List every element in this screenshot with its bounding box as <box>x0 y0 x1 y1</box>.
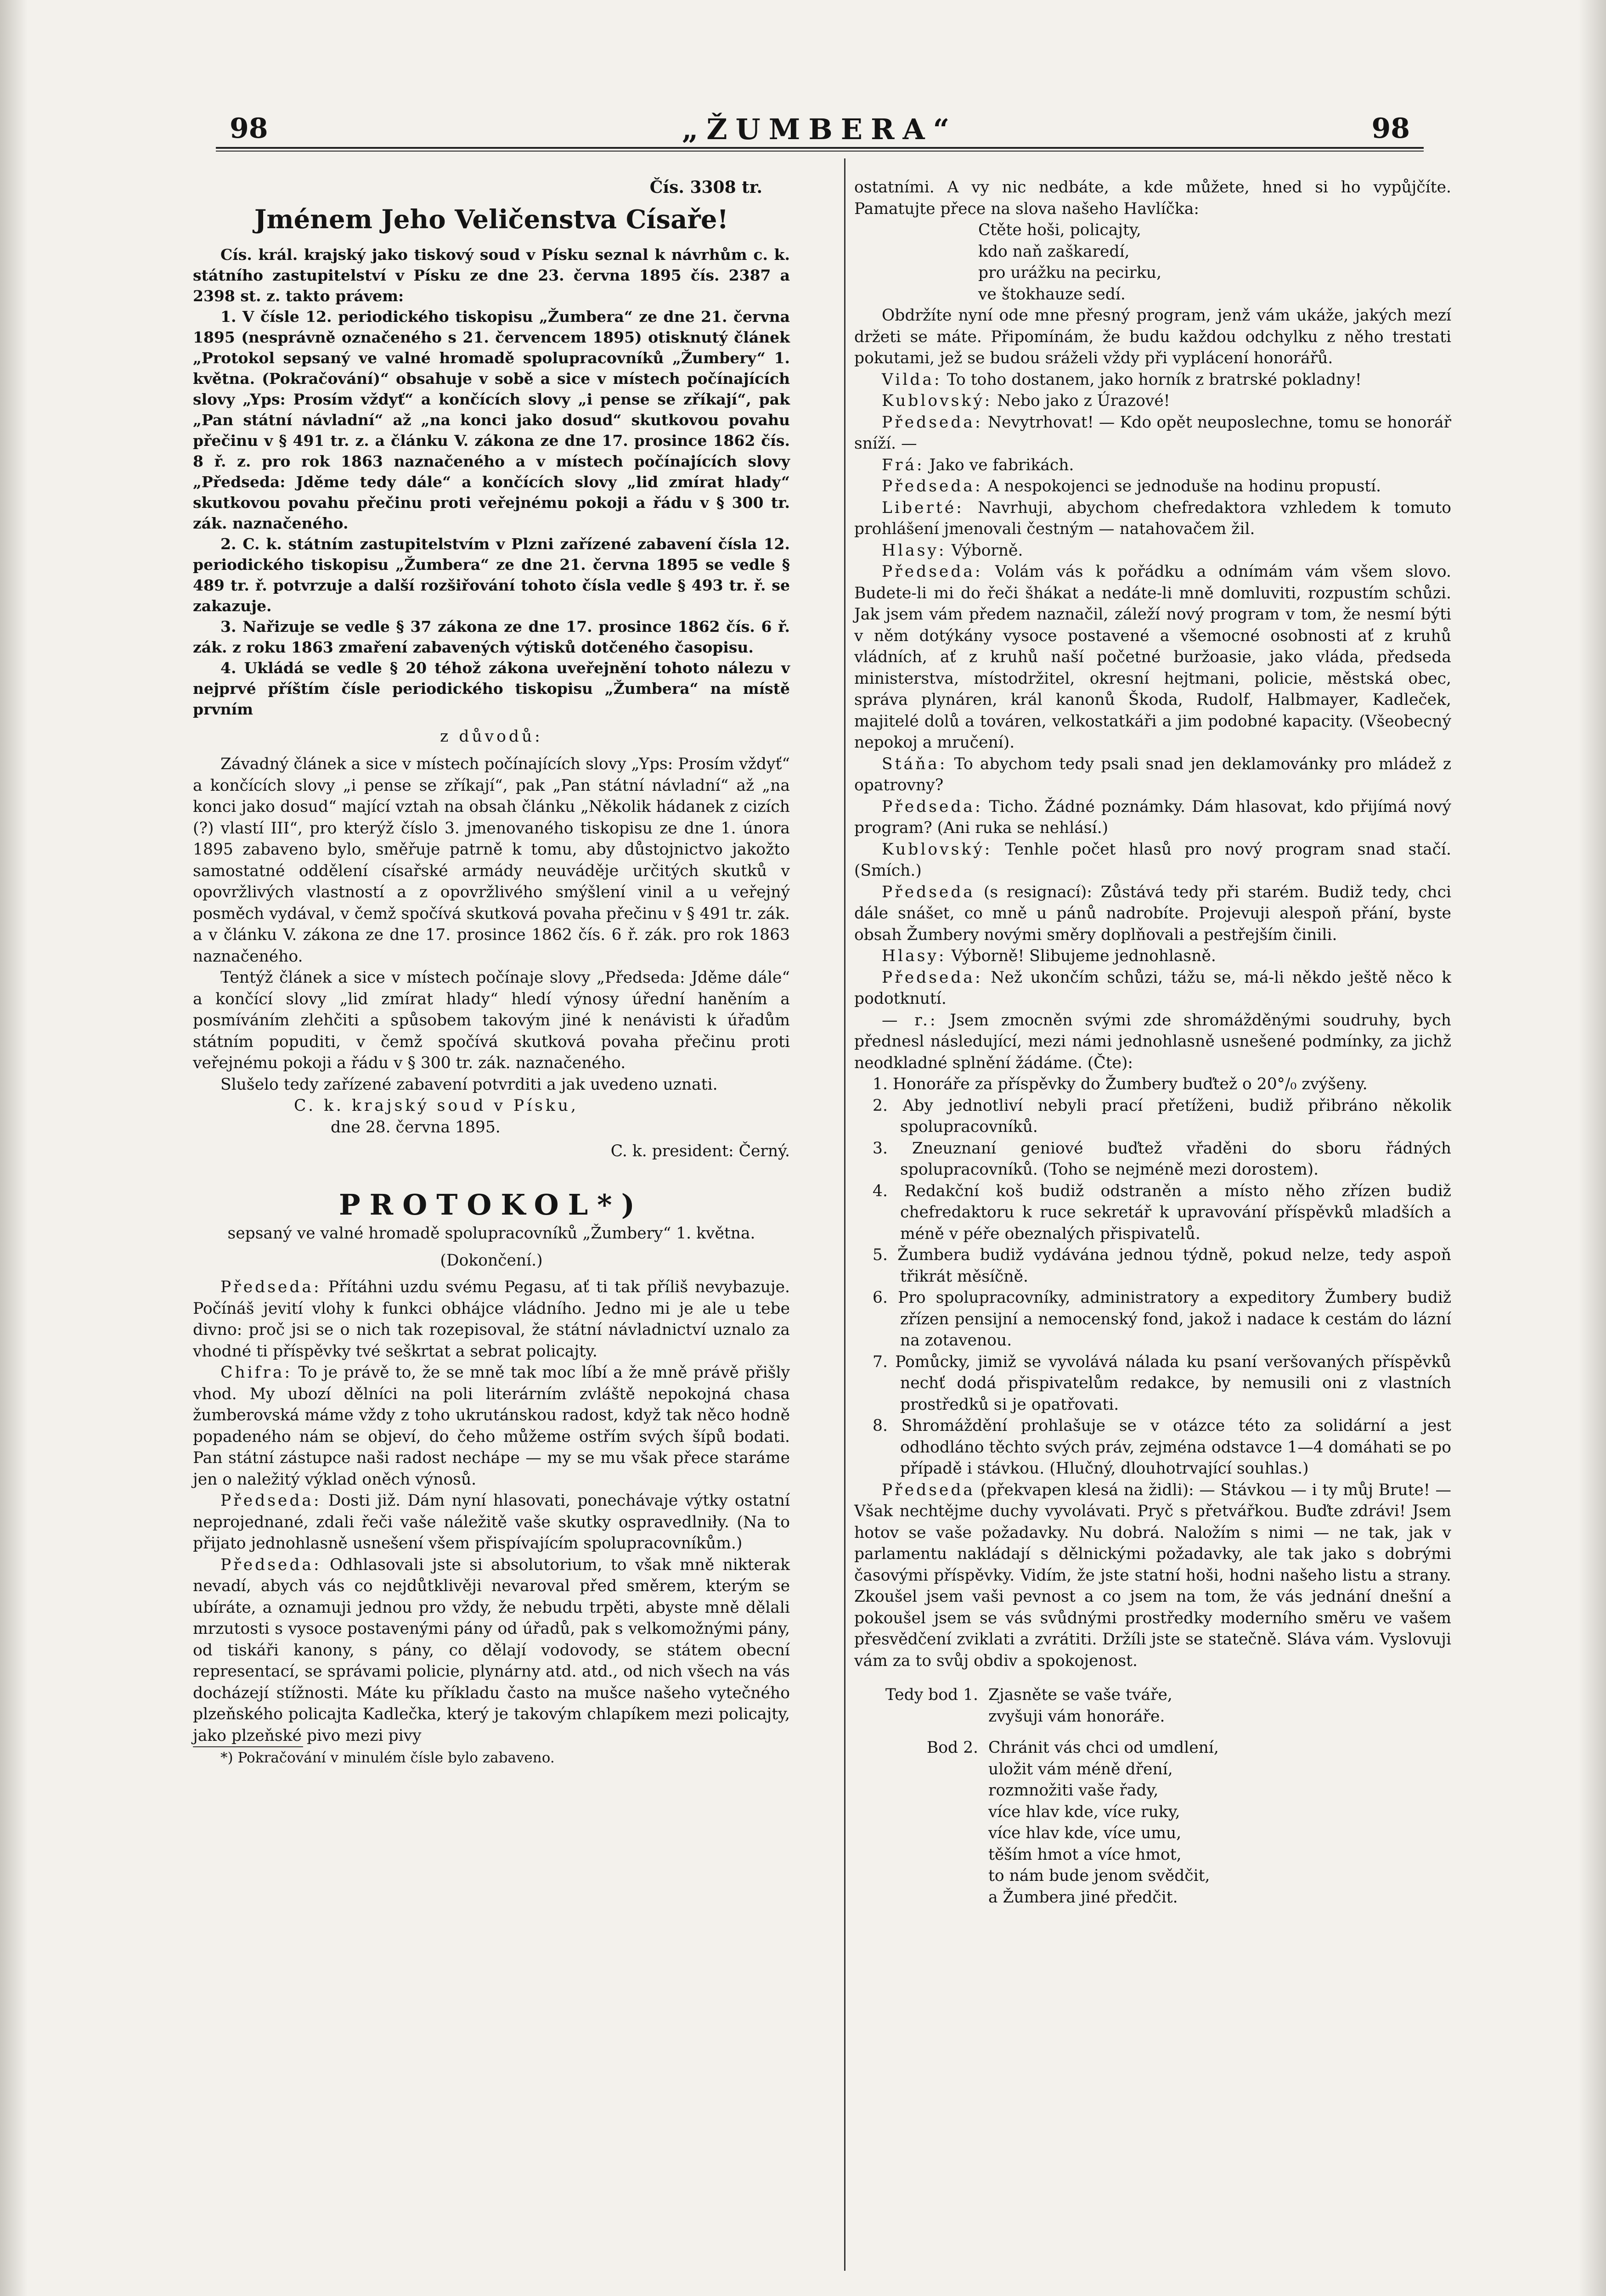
speech: Tenhle počet hlasů pro nový program snad stačí. (Smích.) <box>854 840 1451 880</box>
speaker: Předseda: <box>220 1555 321 1574</box>
speech: A nespokojenci se jednoduše na hodinu propustí. <box>982 477 1381 495</box>
dialogue-para <box>193 1554 790 1747</box>
list-item: 8. Shromáždění prohlašuje se v otázce této za solidární a jest odhodláno těchto svých práv, zejména odstavce 1—4 domáhati se po případě i stávkou. (Hlučný, dlouhotrvající souhlas.) <box>873 1417 1451 1478</box>
speech: (s resignací): Zůstává tedy při starém. Budiž tedy, chci dále snášet, co mně u pánů nadrobíte. Projevuji alespoň přání, byste obsah Žumbery novými směry doplňovali a pestřejším činili. <box>854 883 1451 944</box>
verse-line: více hlav kde, více umu, <box>988 1824 1182 1842</box>
column-separator <box>844 158 845 2271</box>
dialogue-para <box>854 754 1451 796</box>
verdict-text <box>193 244 790 720</box>
verdict-para: Cís. král. krajský jako tiskový soud v Písku seznal k návrhům c. k. státního zastupitelství v Písku ze dne 23. června 1895 čís. 2387 a 2398 st. z. takto právem: <box>193 245 790 305</box>
speech: Výborně! Slibujeme jednohlasně. <box>946 947 1216 965</box>
reasons-para: Závadný článek a sice v místech počínajících slovy „Yps: Prosím vždyť“ a končících slovy „i pense se zříkají“, pak „Pan státní návladní“ až „na konci jako dosud“ mající vztah na obsah článku „Několik hádanek z cizích (?) vlastí III“, pro kterýž číslo 3. jmenovaného tiskopisu ze dne 1. února 1895 zabaveno bylo, směřuje patrně k tomu, aby důstojnictvo jakožto samostatné oddělení císařské armády neuváděje určitých skutků v opovržlivých vlastností a z opovržlivého smýšlení vinil a u veřejný posměch vydával, v čemž spočívá skutková povaha přečinu v § 491 tr. zák. a v článku V. zákona ze dne 17. prosince 1862 čís. 6 ř. zák. pro rok 1863 naznačeného. <box>193 755 790 966</box>
speech: Ticho. Žádné poznámky. Dám hlasovat, kdo přijímá nový program? (Ani ruka se nehlásí.) <box>854 797 1451 837</box>
speech: Výborně. <box>946 541 1023 560</box>
page-edge-left <box>0 0 28 2296</box>
dialogue-para <box>854 390 1451 412</box>
reasons-heading: z důvodů: <box>440 727 543 746</box>
speech: To toho dostanem, jako horník z bratrské pokladny! <box>941 370 1362 389</box>
dialogue-para <box>854 561 1451 754</box>
list-item: 4. Redakční koš budiž odstraněn a místo něho zřízen budiž chefredaktoru k ruce sekretář k upravování příspěvků mladších a méně v péře obeznalých přispivatelů. <box>873 1182 1451 1243</box>
page-number-left: 98 <box>230 113 268 145</box>
speech: Než ukončím schůzi, tážu se, má-li někdo ještě něco k podotknutí. <box>854 968 1451 1008</box>
speaker: Předseda: <box>882 413 983 432</box>
speaker: Chifra: <box>220 1363 293 1382</box>
speech: Navrhuji, abychom chefredaktora vzhledem k tomuto prohlášení jmenovali čestným — natahovačem žil. <box>854 498 1451 538</box>
header-rule-thin <box>216 151 1424 152</box>
speech: Přítáhni uzdu svému Pegasu, ať ti tak příliš nevybazuje. Počínáš jevití vlohy k funkci obhájce vládního. Jedno mi je ale u tebe divno: proč jsi se o nich tak rozepisoval, že státní návladnictví uznalo za vhodné ti příspěvky tvé seškrtat a sebrat policajty. <box>193 1278 790 1361</box>
dialogue-para <box>854 882 1451 946</box>
verse-label: Bod 2. <box>926 1739 978 1757</box>
speaker: Předseda: <box>882 968 983 987</box>
continuation-para: ostatními. A vy nic nedbáte, a kde můžete, hned si ho vypůjčíte. Pamatujte přece na slova našeho Havlíčka: <box>854 178 1451 218</box>
speaker: Předseda: <box>220 1491 321 1510</box>
havlicek-verse <box>854 219 1451 305</box>
running-header <box>216 103 1424 145</box>
footnote: *) Pokračování v minulém čísle bylo zabaveno. <box>220 1750 555 1766</box>
speaker: Stáňa: <box>882 754 947 773</box>
speech: Jsem zmocněn svými zde shromážděnými soudruhy, bych přednesl následující, mezi námi jednohlasně usnešené podmínky, za jichž neodkladné splnění žádáme. (Čte): <box>854 1011 1451 1072</box>
verse-line: zvyšuji vám honoráře. <box>988 1707 1165 1726</box>
speaker: Liberté: <box>882 498 964 517</box>
verse-line: ve štokhauze sedí. <box>978 285 1126 304</box>
verse-lines <box>988 1684 1451 1727</box>
verse-line: Ctěte hoši, policajty, <box>978 221 1141 239</box>
verse-lines <box>988 1737 1451 1908</box>
dialogue-para <box>854 540 1451 562</box>
dialogue-para <box>193 1277 790 1362</box>
dialogue-para <box>854 497 1451 540</box>
header-rule <box>216 147 1424 149</box>
court-president: C. k. president: Černý. <box>610 1142 790 1160</box>
list-item: 1. Honoráře za příspěvky do Žumbery buďtež o 20°/₀ zvýšeny. <box>873 1075 1368 1093</box>
program-para: Obdržíte nyní ode mne přesný program, jenž vám ukáže, jakých mezí držeti se máte. Připomínám, že budu každou odchylku z něho trestati pokutami, jež se budou sráželi vždy při vyplácení honorářů. <box>854 306 1451 367</box>
speech: (překvapen klesá na židli): — Stávkou — i ty můj Brute! — Však nechtějme duchy vyvolávati. Pryč s přetvářkou. Buďte zdrávi! Jsem hotov se vaše požadavky. Nu dobrá. Naložím s nimi — ne tak, jak v parlamentu nakládají s dělnickými požadavky, ale tak jako s dobrými časovými příspěvky. Vidím, že jste statní hoši, hodni našeho listu a strany. Zkoušel jsem vaši pevnost a co jsem na tom, že vás jednání dnešní a pokoušel jsem se vás svůdnými prostředky moderního směru ve vašem přesvědčení zviklati a zvrátiti. Držíli jste se statečně. Sláva vám. Vyslovuji vám za to svůj obdiv a spokojenost. <box>854 1480 1451 1670</box>
reasons-para: Tentýž článek a sice v místech počínaje slovy „Předseda: Jděme dále“ a končící slovy „lid zmírat hlady“ hledí výnosy úřední haněním a posmíváním zlehčiti a spůsobem takovým jiné k nenávisti k úřadům státním popuditi, v čemž spočívá skutková povaha přečinu proti veřejnému pokoji a řádu v § 300 tr. zák. naznačeného. <box>193 968 790 1072</box>
right-column <box>854 177 1451 1908</box>
reasons-para: Slušelo tedy zařízené zabavení potvrditi a jak uvedeno uznati. <box>220 1075 718 1094</box>
journal-title: „ŽUMBERA“ <box>682 113 958 146</box>
verdict-para: 2. C. k. státním zastupitelstvím v Plzni zařízené zabavení čísla 12. periodického tiskopisu „Žumbera“ ze dne 21. června 1895 se vedle § 489 tr. ř. potvrzuje a další rozšiřování tohoto čísla vedle § 493 tr. ř. se zakazuje. <box>193 535 790 615</box>
dialogue-para <box>854 796 1451 839</box>
protokol-subtitle: sepsaný ve valné hromadě spolupracovníků „Žumbery“ 1. května. <box>227 1224 755 1243</box>
verdict-para: 3. Nařizuje se vedle § 37 zákona ze dne 17. prosince 1862 čís. 6 ř. zák. z roku 1863 zmaření zabavených výtisků dotčeného časopisu. <box>193 617 790 656</box>
speech: To abychom tedy psali snad jen deklamovánky pro mládež z opatrovny? <box>854 754 1451 794</box>
verse-line: těším hmot a více hmot, <box>988 1845 1182 1864</box>
verse-line: Zjasněte se vaše tváře, <box>988 1686 1172 1704</box>
speaker: Předseda <box>882 1480 975 1499</box>
verse-line: více hlav kde, více ruky, <box>988 1802 1180 1821</box>
verse-label: Tedy bod 1. <box>885 1686 978 1704</box>
verse-line: pro urážku na pecirku, <box>978 264 1162 282</box>
speech: Jako ve fabrikách. <box>924 456 1074 474</box>
list-item: 7. Pomůcky, jimiž se vyvolává nálada ku psaní veršovaných příspěvků nechť dodá přispivatelům redakce, by nemusili oni z vlastních prostředků si je opatřovati. <box>873 1352 1451 1414</box>
court-signature: C. k. krajský soud v Písku, <box>294 1097 579 1115</box>
dialogue-para <box>854 1010 1451 1074</box>
speaker: Předseda: <box>882 797 983 816</box>
list-item: 2. Aby jednotliví nebyli prací přetíženi, budiž přibráno několik spolupracovníků. <box>873 1096 1451 1136</box>
list-item: 3. Zneuznaní geniové buďtež vřaděni do sboru řádných spolupracovníků. (Toho se nejméně mezi dorostem). <box>873 1139 1451 1179</box>
speaker: Předseda <box>882 883 975 901</box>
court-date: dne 28. června 1895. <box>331 1118 501 1137</box>
speaker: — r.: <box>882 1011 938 1030</box>
speaker: Hlasy: <box>882 947 947 965</box>
protokol-title: PROTOKOL*) <box>339 1187 644 1221</box>
verdict-title: Jménem Jeho Veličenstva Císaře! <box>254 204 729 235</box>
page-number-right: 98 <box>1371 113 1410 145</box>
verse-line: to nám bude jenom svědčit, <box>988 1867 1210 1885</box>
dialogue-para <box>854 945 1451 967</box>
verdict-para: 1. V čísle 12. periodického tiskopisu „Žumbera“ ze dne 21. června 1895 (nesprávně označeného s 21. červencem 1895) otisknutý článek „Protokol sepsaný ve valné hromadě spolupracovníků „Žumbery“ 1. května. (Pokračování)“ obsahuje v sobě a sice v místech počínajících slovy „Yps: Prosím vždyť“ a končících slovy „i pense se zříkají“, pak „Pan státní návladní“ až „na konci jako dosud“ skutkovou povahu přečinu v § 491 tr. z. a článku V. zákona ze dne 17. prosince 1862 čís. 8 ř. z. pro rok 1863 naznačeného a v místech počínajících slovy „Předseda: Jděme tedy dále“ a končících slovy „lid zmírat hlady“ skutkovou povahu přečinu proti veřejnému pokoji a řádu v § 300 tr. zák. naznačeného. <box>193 307 790 532</box>
speaker: Frá: <box>882 456 924 474</box>
speaker: Předseda: <box>882 477 983 495</box>
demands-list <box>854 1074 1451 1480</box>
verse-line: rozmnožiti vaše řady, <box>988 1781 1159 1800</box>
speaker: Vilda: <box>882 370 942 389</box>
dialogue-para <box>854 839 1451 882</box>
verse-line: kdo naň zaškaredí, <box>978 242 1130 261</box>
dialogue-para <box>854 476 1451 497</box>
verse-line: Chránit vás chci od umdlení, <box>988 1739 1219 1757</box>
speaker: Kublovský: <box>882 392 992 410</box>
left-column <box>193 177 790 1769</box>
speech: Dosti již. Dám nyní hlasovati, ponechávaje výtky ostatní neprojednané, zdali řeči vaše náležitě vaše skutky ospravedlniły. (Na to přijato jednohlasně usnešení všem přispívajícím spolupracovníkům.) <box>193 1491 790 1553</box>
speaker: Předseda: <box>220 1278 321 1296</box>
speech: Volám vás k pořádku a odnímám vám všem slovo. Budete-li mi do řeči šhákat a nedáte-li mně domluviti, rozpustím schůzi. Jak jsem vám předem naznačil, záleží nový program v tom, že nesmí býti v něm dotýkány vysoce postavené a všemocné osobnosti ať z kruhů vládních, ať z kruhů naší početné buržoasie, jako vláda, předseda ministerstva, místodržitel, okresní hejtmani, policie, městská obec, správa plynáren, král kanonů Škoda, Rudolf, Halbmayer, Kadleček, majitelé dolů a továren, velkostatkáři a jim podobné kapacity. (Všeobecný nepokoj a mručení). <box>854 563 1451 752</box>
page-edge-right <box>1578 0 1606 2296</box>
closing-verse-1 <box>854 1684 1451 1727</box>
speaker: Hlasy: <box>882 541 947 560</box>
speaker: Předseda: <box>882 563 983 581</box>
closing-verse-2 <box>854 1737 1451 1908</box>
dialogue-para <box>854 369 1451 391</box>
list-item: 5. Žumbera budiž vydávána jednou týdně, pokud nelze, tedy aspoň třikrát měsíčně. <box>873 1246 1451 1286</box>
verse-line: a Žumbera jiné předčit. <box>988 1888 1178 1907</box>
dialogue-para <box>193 1490 790 1554</box>
dialogue-para <box>854 1480 1451 1672</box>
speaker: Kublovský: <box>882 840 992 859</box>
list-item: 6. Pro spolupracovníky, administratory a expeditory Žumbery budiž zřízen pensijní a nemocenský fond, jakož i nadace k cestám do lázní na zotavenou. <box>873 1289 1451 1350</box>
dialogue-para <box>193 1362 790 1490</box>
verdict-para: 4. Ukládá se vedle § 20 téhož zákona uveřejnění tohoto nálezu v nejprvé příštím čísle periodického tiskopisu „Žumbera“ na místě prvním <box>193 658 790 718</box>
protokol-continuation: (Dokončení.) <box>440 1251 543 1270</box>
speech: To je právě to, že se mně tak moc líbí a že mně právě přišly vhod. My ubozí dělníci na poli literárním zvláště nepokojná chasa žumberovská máme vždy z toho ukrutánskou radost, když tak něco hodně popadeného nám se objeví, do čeho můžeme ostřím svých šípů bodati. Pan státní zástupce naši radost nechápe — my se mu však přece staráme jen o naležitý výklad oněch výnosů. <box>193 1363 790 1489</box>
dialogue-para <box>854 412 1451 455</box>
case-number: Čís. 3308 tr. <box>649 178 762 197</box>
speech: Nevytrhovat! — Kdo opět neuposlechne, tomu se honorář sníží. — <box>854 413 1451 453</box>
speech: Nebo jako z Úrazové! <box>992 392 1170 410</box>
dialogue-para <box>854 967 1451 1010</box>
dialogue-para <box>854 455 1451 476</box>
verse-line: uložit vám méně dření, <box>988 1760 1173 1778</box>
speech: Odhlasovali jste si absolutorium, to však mně nikterak nevadí, abych vás co nejdůtklivěji nevaroval před směrem, kterým se ubíráte, a oznamuji jednou pro vždy, že nebudu trpěti, abyste mně dělali mrzutosti s vysoce postavenými pány od úřadů, pak s velkomožnými pány, od tiskáři kanony, s pány, co dělají vodovody, se státem obecní representací, se správami policie, plynárny atd. atd., od nich všech na vás docházejí stížnosti. Máte ku příkladu často na mušce našeho vytečného plzeňského policajta Kadlečka, který je takovým chlapíkem mezi policajty, jako plzeňské pivo mezi pivy <box>193 1555 790 1745</box>
